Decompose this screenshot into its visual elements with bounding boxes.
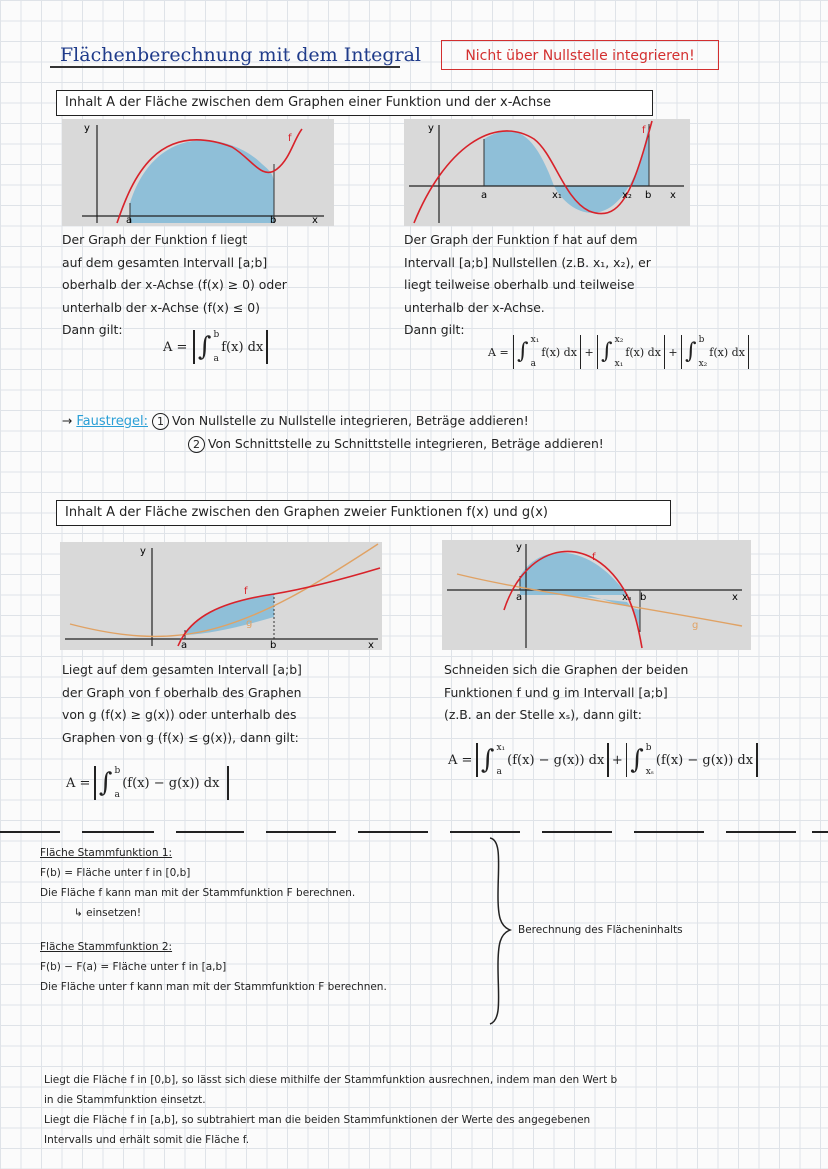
label-x: x [670,190,676,201]
lower-limit: a [114,790,120,800]
curve-f [178,568,380,646]
abs-bar [626,743,628,777]
label-xs: xₛ [622,592,632,603]
integral-sign: ∫ [685,339,697,364]
abs-bar [597,335,599,369]
section1-left-text [62,229,287,342]
lower-limit: x₁ [614,359,624,369]
page-title: Flächenberechnung mit dem Integral [60,44,421,66]
abs-bar [193,330,195,364]
integrand: f(x) dx [541,345,577,359]
separator-dash [812,831,828,833]
label-x2: x₂ [622,190,632,201]
limits [213,330,219,364]
section2-right-text [444,659,688,727]
area-fill-neg [554,186,629,213]
upper-limit: x₁ [530,335,540,345]
rule-line-1 [62,410,604,433]
text-line: Intervall [a;b] Nullstellen (z.B. x₁, x₂), er [404,254,651,270]
footer-line: Intervalls und erhält somit die Fläche f. [44,1134,250,1146]
label-a: a [516,592,523,603]
note-line: F(b) − F(a) = Fläche unter f in [a,b] [40,961,227,973]
warning-box: Nicht über Nullstelle integrieren! [441,40,719,70]
label-f: f [642,125,646,136]
label-g: g [692,620,699,631]
text-line: unterhalb der x-Achse (f(x) ≤ 0) [62,299,260,315]
note-heading: Fläche Stammfunktion 1: [40,847,173,859]
area-fill [185,594,274,635]
label-x: x [312,215,318,226]
rule-text: Von Nullstelle zu Nullstelle integrieren, Beträge addieren! [171,413,529,428]
note-line: F(b) = Fläche unter f in [0,b] [40,867,191,879]
figure-two-functions [60,542,382,650]
section1-heading: Inhalt A der Fläche zwischen dem Graphen einer Funktion und der x-Achse [56,90,653,116]
separator-dash [634,831,704,833]
separator-dash [266,831,336,833]
text-line: Graphen von g (f(x) ≤ g(x)), dann gilt: [62,729,299,745]
area-fill-pos [484,131,554,186]
rule-text: Von Schnittstelle zu Schnittstelle integrieren, Beträge addieren! [208,436,604,451]
formula-split [488,335,752,369]
integrand: f(x) dx [709,345,745,359]
limits [646,743,654,777]
curly-brace [486,836,516,1026]
abs-bar [681,335,683,369]
formula-lhs: A = [448,752,473,768]
formula-two-intersect [448,743,761,777]
integral-sign: ∫ [630,745,644,775]
notes-block [40,843,387,997]
area-fill [130,140,274,223]
rule-key: Faustregel: [76,414,149,429]
label-f: f [288,133,292,144]
text-line: Funktionen f und g im Intervall [a;b] [444,684,668,700]
label-b: b [640,592,647,603]
then-label: Dann gilt: [404,322,465,337]
abs-bar [94,766,96,800]
label-f: f [244,586,248,597]
abs-bar [266,330,268,364]
lower-limit: a [496,767,502,777]
plus: + [584,345,594,359]
abs-bar [756,743,758,777]
lower-limit: a [530,359,537,369]
title-underline [50,66,400,68]
rule-block [62,410,604,455]
upper-limit: b [645,743,652,753]
text-line: oberhalb der x-Achse (f(x) ≥ 0) oder [62,277,287,292]
label-g: g [246,618,253,629]
formula-lhs: A = [66,775,91,791]
number-circle: 1 [152,413,169,430]
abs-bar [748,335,750,369]
label-b: b [270,215,277,226]
section2-heading: Inhalt A der Fläche zwischen den Graphen zweier Funktionen f(x) und g(x) [56,500,671,526]
upper-limit: x₁ [496,743,506,753]
area-fill-pos2 [629,124,649,186]
plus: + [611,752,623,768]
label-a: a [126,215,133,226]
footer-block [44,1070,617,1150]
label-a: a [481,190,488,201]
text-line: von g (f(x) ≥ g(x)) oder unterhalb des [62,707,297,722]
plus: + [668,345,678,359]
label-x: x [368,640,374,650]
text-line: (z.B. an der Stelle xₛ), dann gilt: [444,707,642,722]
separator-dash [542,831,612,833]
abs-bar [607,743,609,777]
note-line: ↳ einsetzen! [74,907,142,919]
separator-dash [82,831,154,833]
label-y: y [428,123,434,134]
number-circle: 2 [188,436,205,453]
integrand: f(x) dx [221,339,264,355]
lower-limit: x₂ [698,359,708,369]
footer-line: Liegt die Fläche f in [a,b], so subtrahiert man die beiden Stammfunktionen der Werte des angegebenen [44,1114,591,1126]
label-x: x [732,592,738,603]
text-line: auf dem gesamten Intervall [a;b] [62,254,268,270]
abs-bar [580,335,582,369]
text-line: der Graph von f oberhalb des Graphen [62,684,302,700]
note-heading: Fläche Stammfunktion 2: [40,941,173,953]
figure-single-mixed [404,119,690,226]
limits [531,335,540,369]
separator-dash [176,831,244,833]
label-b: b [270,640,277,650]
limits [699,335,708,369]
upper-limit: b [114,766,121,776]
upper-limit: b [698,335,705,345]
lower-limit: a [213,354,219,364]
abs-bar [476,743,478,777]
separator-dash [358,831,428,833]
integral-sign: ∫ [480,745,495,775]
text-line: liegt teilweise oberhalb und teilweise [404,277,635,292]
integral-sign: ∫ [98,768,113,798]
figure-single-above [62,119,334,226]
integrand: (f(x) − g(x)) dx [655,752,754,768]
label-b: b [645,190,652,201]
label-y: y [516,542,522,553]
text-line: Schneiden sich die Graphen der beiden [444,662,689,677]
text-line: Liegt auf dem gesamten Intervall [a;b] [62,662,302,677]
rule-line-2 [62,433,604,455]
text-line: unterhalb der x-Achse. [404,299,545,315]
formula-lhs: A = [488,345,509,359]
abs-bar [664,335,666,369]
integrand: f(x) dx [625,345,661,359]
footer-line: in die Stammfunktion einsetzt. [44,1094,206,1106]
integrand: (f(x) − g(x)) dx [507,752,605,768]
label-x1: x₁ [552,190,562,201]
section1-right-text [404,229,651,342]
text-line: Der Graph der Funktion f liegt [62,232,248,247]
lower-limit: xₛ [645,767,654,777]
note-line: Die Fläche f kann man mit der Stammfunktion F berechnen. [40,887,356,899]
limits [615,335,624,369]
integral-sign: ∫ [601,339,613,364]
separator-dash [726,831,796,833]
formula-lhs: A = [163,339,188,355]
arrow: → [62,413,73,428]
separator-dash [450,831,520,833]
limits [496,743,505,777]
label-a: a [181,640,188,650]
figure-two-functions-intersect [442,540,751,650]
label-y: y [140,546,146,557]
brace-label: Berechnung des Flächeninhalts [518,924,683,936]
note-line: Die Fläche unter f kann man mit der Stammfunktion F berechnen. [40,981,387,993]
label-f: f [592,552,596,563]
abs-bar [227,766,229,800]
text-line: Der Graph der Funktion f hat auf dem [404,232,638,247]
integral-sign: ∫ [197,332,212,362]
upper-limit: b [213,330,220,340]
separator-dash [0,831,60,833]
upper-limit: x₂ [614,335,624,345]
formula-single [163,330,271,364]
abs-bar [513,335,515,369]
label-y: y [84,123,90,134]
section2-left-text [62,659,302,749]
integrand: (f(x) − g(x)) dx [122,775,220,791]
formula-two-functions [66,766,232,800]
then-label: Dann gilt: [62,322,123,337]
limits [114,766,120,800]
footer-line: Liegt die Fläche f in [0,b], so lässt sich diese mithilfe der Stammfunktion ausrechnen, indem man den Wert b [44,1074,618,1086]
integral-sign: ∫ [517,339,529,364]
